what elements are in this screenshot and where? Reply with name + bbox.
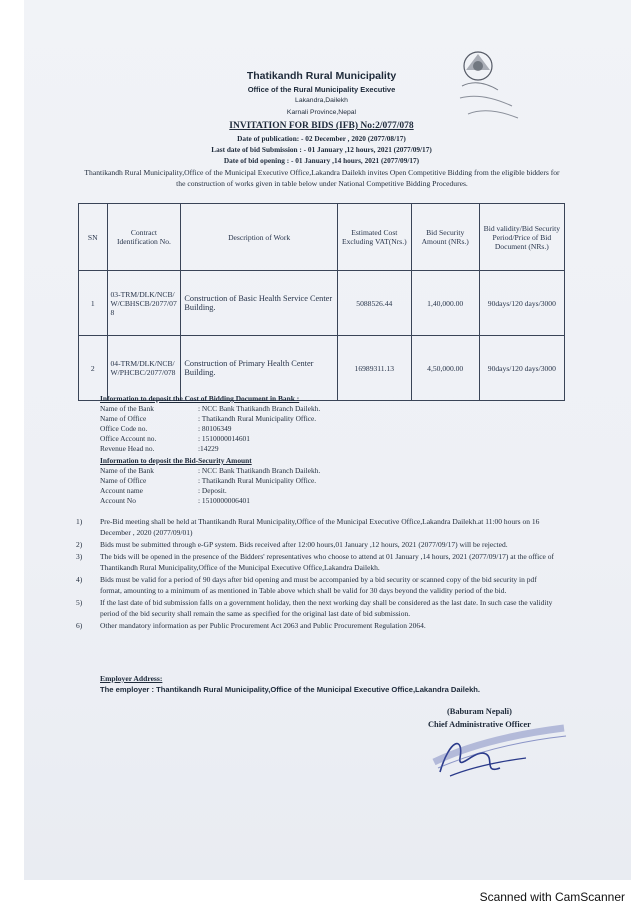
clause-list [76, 516, 556, 632]
info-row [100, 444, 320, 454]
clause-text: Bids must be valid for a period of 90 days after bid opening and must be accompanied by a bid security or scanned copy of the bid security in pdf format, amounting to a minimum of as mentioned in Table above which shall be valid for 30 days beyond the validity period of the bid. [100, 575, 537, 595]
info-value: : NCC Bank Thatikandh Branch Dailekh. [198, 404, 321, 413]
info-value: : Thatikandh Rural Municipality Office. [198, 414, 317, 423]
info-label: Revenue Head no. [100, 444, 155, 453]
opening-date: Date of bid opening : - 01 January ,14 hours, 2021 (2077/09/17) [223, 156, 420, 165]
clause-text: Other mandatory information as per Public Procurement Act 2063 and Public Procurement Regulation 2064. [100, 621, 426, 630]
table-row [79, 271, 565, 336]
info-label: Office Code no. [100, 424, 148, 433]
province-name: Karnali Province,Nepal [286, 109, 357, 116]
org-name: Thatikandh Rural Municipality [246, 70, 397, 82]
cell-sn: 2 [79, 336, 108, 401]
submission-deadline: Last date of bid Submission : - 01 January ,12 hours, 2021 (2077/09/17) [211, 145, 432, 154]
info-value: : NCC Bank Thatikandh Branch Dailekh. [198, 466, 321, 475]
table-header-row [79, 204, 565, 271]
clause-number: 2) [76, 540, 83, 549]
bank-security-heading: Information to deposit the Bid-Security Amount [100, 456, 252, 465]
list-item [76, 516, 556, 538]
info-value: : 80106349 [198, 424, 232, 433]
bank-security-info [100, 456, 320, 506]
clause-number: 1) [76, 517, 83, 526]
cell-contract-id: 04-TRM/DLK/NCB/W/PHCBC/2077/078 [107, 336, 181, 401]
list-item [76, 597, 556, 619]
info-row [100, 486, 320, 496]
clause-number: 3) [76, 552, 83, 561]
info-row [100, 466, 320, 476]
list-item [76, 551, 556, 573]
info-row [100, 424, 320, 434]
office-name: Office of the Rural Municipality Executive [247, 85, 396, 94]
info-value: : 1510000006401 [198, 496, 250, 505]
header-estimated-cost: Estimated Cost Excluding VAT(Nrs.) [337, 204, 411, 271]
scanner-watermark: Scanned with CamScanner [479, 890, 625, 904]
cell-sn: 1 [79, 271, 108, 336]
bids-table [78, 203, 565, 401]
cell-contract-id: 03-TRM/DLK/NCB/W/CBHSCB/2077/078 [107, 271, 181, 336]
clause-text: The bids will be opened in the presence of the Bidders' representatives who choose to attend at 01 January ,14 hours, 2021 (2077/09/17) at the office of Thantikandh Rural Municipality,Office of the Municipal Executive Office,Lakandra Dailekh. [100, 552, 555, 572]
info-row [100, 496, 320, 506]
bank-cost-heading: Information to deposit the Cost of Bidding Document in Bank : [100, 394, 300, 403]
cell-bid-security: 1,40,000.00 [411, 271, 479, 336]
intro-paragraph: Thantikandh Rural Municipality,Office of the Municipal Executive Office,Lakandra Dailekh invites Open Competitive Bidding from the eligible bidders for the construction of works given in table below under National Competitive Bidding Procedures. [84, 168, 560, 188]
header-description: Description of Work [181, 204, 338, 271]
info-value: :14229 [198, 444, 219, 453]
info-row [100, 404, 320, 414]
cell-estimated-cost: 5088526.44 [337, 271, 411, 336]
info-row [100, 414, 320, 424]
clause-number: 5) [76, 598, 83, 607]
clause-number: 4) [76, 575, 83, 584]
list-item [76, 620, 556, 631]
info-label: Name of the Bank [100, 466, 154, 475]
info-row [100, 476, 320, 486]
info-label: Account No [100, 496, 136, 505]
notice-title: INVITATION FOR BIDS (IFB) No:2/077/078 [229, 121, 414, 131]
list-item [76, 539, 556, 550]
clause-text: Pre-Bid meeting shall be held at Thantikandh Rural Municipality,Office of the Municipal Executive Office,Lakandra Dailekh.at 11:00 hours on 16 December , 2020 (2077/09/01) [100, 517, 540, 537]
signatory-title: Chief Administrative Officer [428, 720, 531, 729]
info-value: : Thatikandh Rural Municipality Office. [198, 476, 317, 485]
list-item [76, 574, 556, 596]
header-bid-security: Bid Security Amount (NRs.) [411, 204, 479, 271]
clause-text: Bids must be submitted through e-GP system. Bids received after 12:00 hours,01 January ,12 hours, 2021 (2077/09/17) will be rejected. [100, 540, 508, 549]
employer-address [100, 674, 480, 694]
info-value: : 1510000014601 [198, 434, 250, 443]
employer-line: The employer : Thantikandh Rural Municipality,Office of the Municipal Executive Office,Lakandra Dailekh. [100, 685, 481, 694]
info-label: Name of Office [100, 414, 147, 423]
header-bid-validity: Bid validity/Bid Security Period/Price of Bid Document (NRs.) [479, 204, 564, 271]
header-contract-id: Contract Identification No. [107, 204, 181, 271]
info-label: Name of the Bank [100, 404, 154, 413]
header-sn: SN [79, 204, 108, 271]
official-stamp-icon [414, 722, 574, 774]
signatory-name: (Baburam Nepali) [446, 707, 512, 716]
info-label: Name of Office [100, 476, 147, 485]
cell-bid-validity: 90days/120 days/3000 [479, 336, 564, 401]
cell-description: Construction of Basic Health Service Center Building. [181, 271, 338, 336]
clause-number: 6) [76, 621, 83, 630]
table-row [79, 336, 565, 401]
bank-cost-info [100, 394, 320, 454]
clause-text: If the last date of bid submission falls on a government holiday, then the next working day shall be considered as the last date. In such case the validity period of the bid security shall remain the same as specified for the original last date of bid submission. [100, 598, 553, 618]
publication-date: Date of publication: - 02 December , 2020 (2077/08/17) [237, 134, 406, 143]
cell-description: Construction of Primary Health Center Building. [181, 336, 338, 401]
place-name: Lakandra,Dailekh [295, 97, 348, 104]
cell-bid-validity: 90days/120 days/3000 [479, 271, 564, 336]
cell-estimated-cost: 16989311.13 [337, 336, 411, 401]
info-label: Office Account no. [100, 434, 157, 443]
info-label: Account name [100, 486, 143, 495]
employer-label: Employer Address: [100, 674, 163, 683]
cell-bid-security: 4,50,000.00 [411, 336, 479, 401]
info-value: : Deposit. [198, 486, 227, 495]
info-row [100, 434, 320, 444]
